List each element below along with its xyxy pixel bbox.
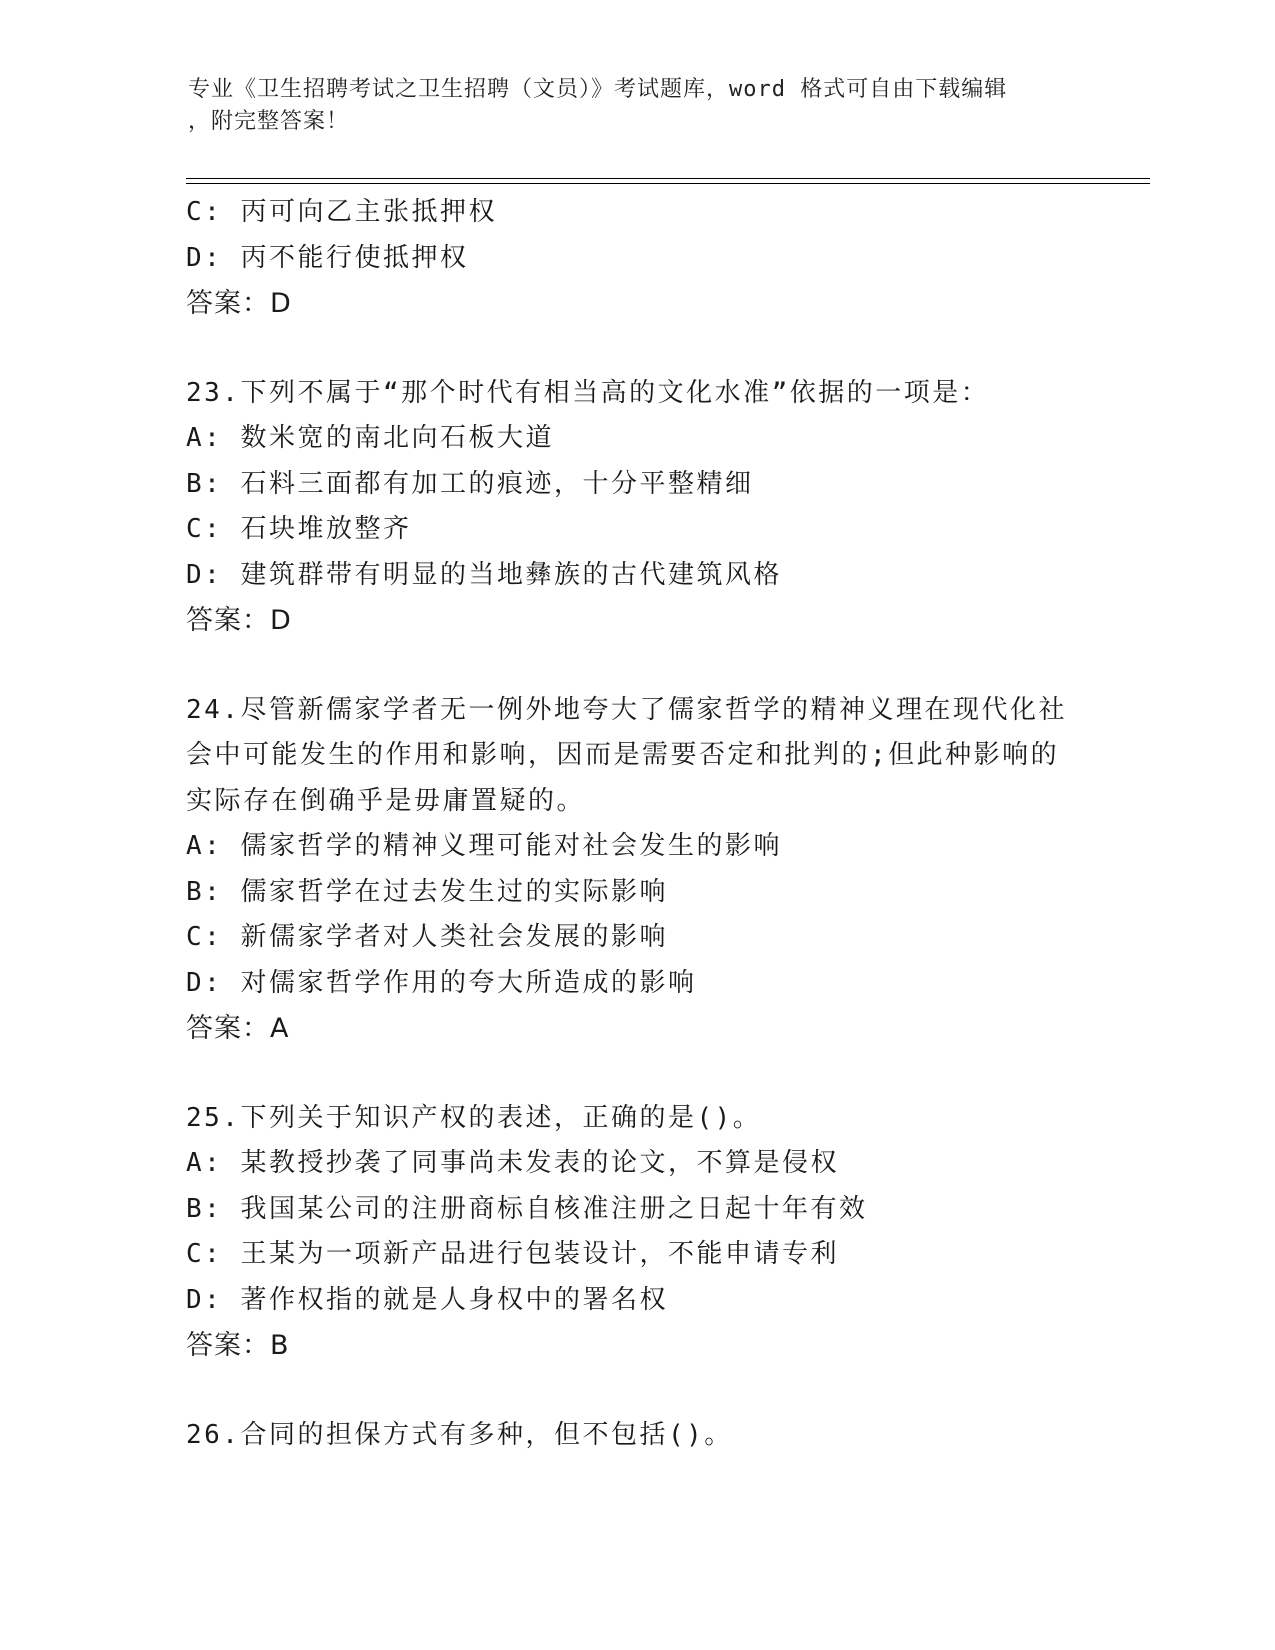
question-23: [186, 371, 1086, 644]
question-stem: 23.下列不属于“那个时代有相当高的文化水准”依据的一项是：: [186, 377, 990, 408]
option-b: B: 石料三面都有加工的痕迹，十分平整精细: [186, 468, 754, 499]
answer: 答案：D: [186, 605, 292, 636]
option-b: B: 儒家哲学在过去发生过的实际影响: [186, 876, 668, 907]
question-stem: 26.合同的担保方式有多种，但不包括()。: [186, 1419, 733, 1450]
option-a: A: 儒家哲学的精神义理可能对社会发生的影响: [186, 831, 782, 861]
option-a: A: 某教授抄袭了同事尚未发表的论文，不算是侵权: [186, 1148, 839, 1178]
option-d: D: 建筑群带有明显的当地彝族的古代建筑风格: [186, 559, 782, 590]
answer: 答案：D: [186, 288, 292, 319]
option-d: D: 著作权指的就是人身权中的署名权: [186, 1284, 668, 1315]
option-d: D: 丙不能行使抵押权: [186, 242, 469, 273]
question-list: [186, 190, 1086, 1458]
document-header-note: [188, 74, 1068, 138]
header-line-2: ，附完整答案！: [188, 109, 350, 134]
header-line-1: 专业《卫生招聘考试之卫生招聘（文员）》考试题库，word 格式可自由下载编辑: [188, 77, 1008, 102]
question-25: [186, 1096, 1086, 1369]
option-a: A: 数米宽的南北向石板大道: [186, 423, 554, 453]
question-stem-line-1: 24.尽管新儒家学者无一例外地夸大了儒家哲学的精神义理在现代化社: [186, 694, 1067, 725]
answer: 答案：B: [186, 1330, 290, 1361]
question-22-tail: [186, 190, 1086, 327]
option-c: C: 丙可向乙主张抵押权: [186, 197, 497, 227]
header-double-rule: [186, 178, 1150, 184]
option-c: C: 新儒家学者对人类社会发展的影响: [186, 922, 668, 952]
question-26: [186, 1413, 1086, 1459]
option-c: C: 王某为一项新产品进行包装设计，不能申请专利: [186, 1239, 839, 1269]
answer: 答案：A: [186, 1013, 290, 1044]
question-24: [186, 688, 1086, 1052]
option-c: C: 石块堆放整齐: [186, 514, 412, 544]
option-b: B: 我国某公司的注册商标自核准注册之日起十年有效: [186, 1193, 868, 1224]
option-d: D: 对儒家哲学作用的夸大所造成的影响: [186, 967, 697, 998]
question-stem-line-3: 实际存在倒确乎是毋庸置疑的。: [186, 785, 586, 816]
question-stem: 25.下列关于知识产权的表述，正确的是()。: [186, 1102, 762, 1133]
question-stem-line-2: 会中可能发生的作用和影响，因而是需要否定和批判的;但此种影响的: [186, 740, 1060, 770]
